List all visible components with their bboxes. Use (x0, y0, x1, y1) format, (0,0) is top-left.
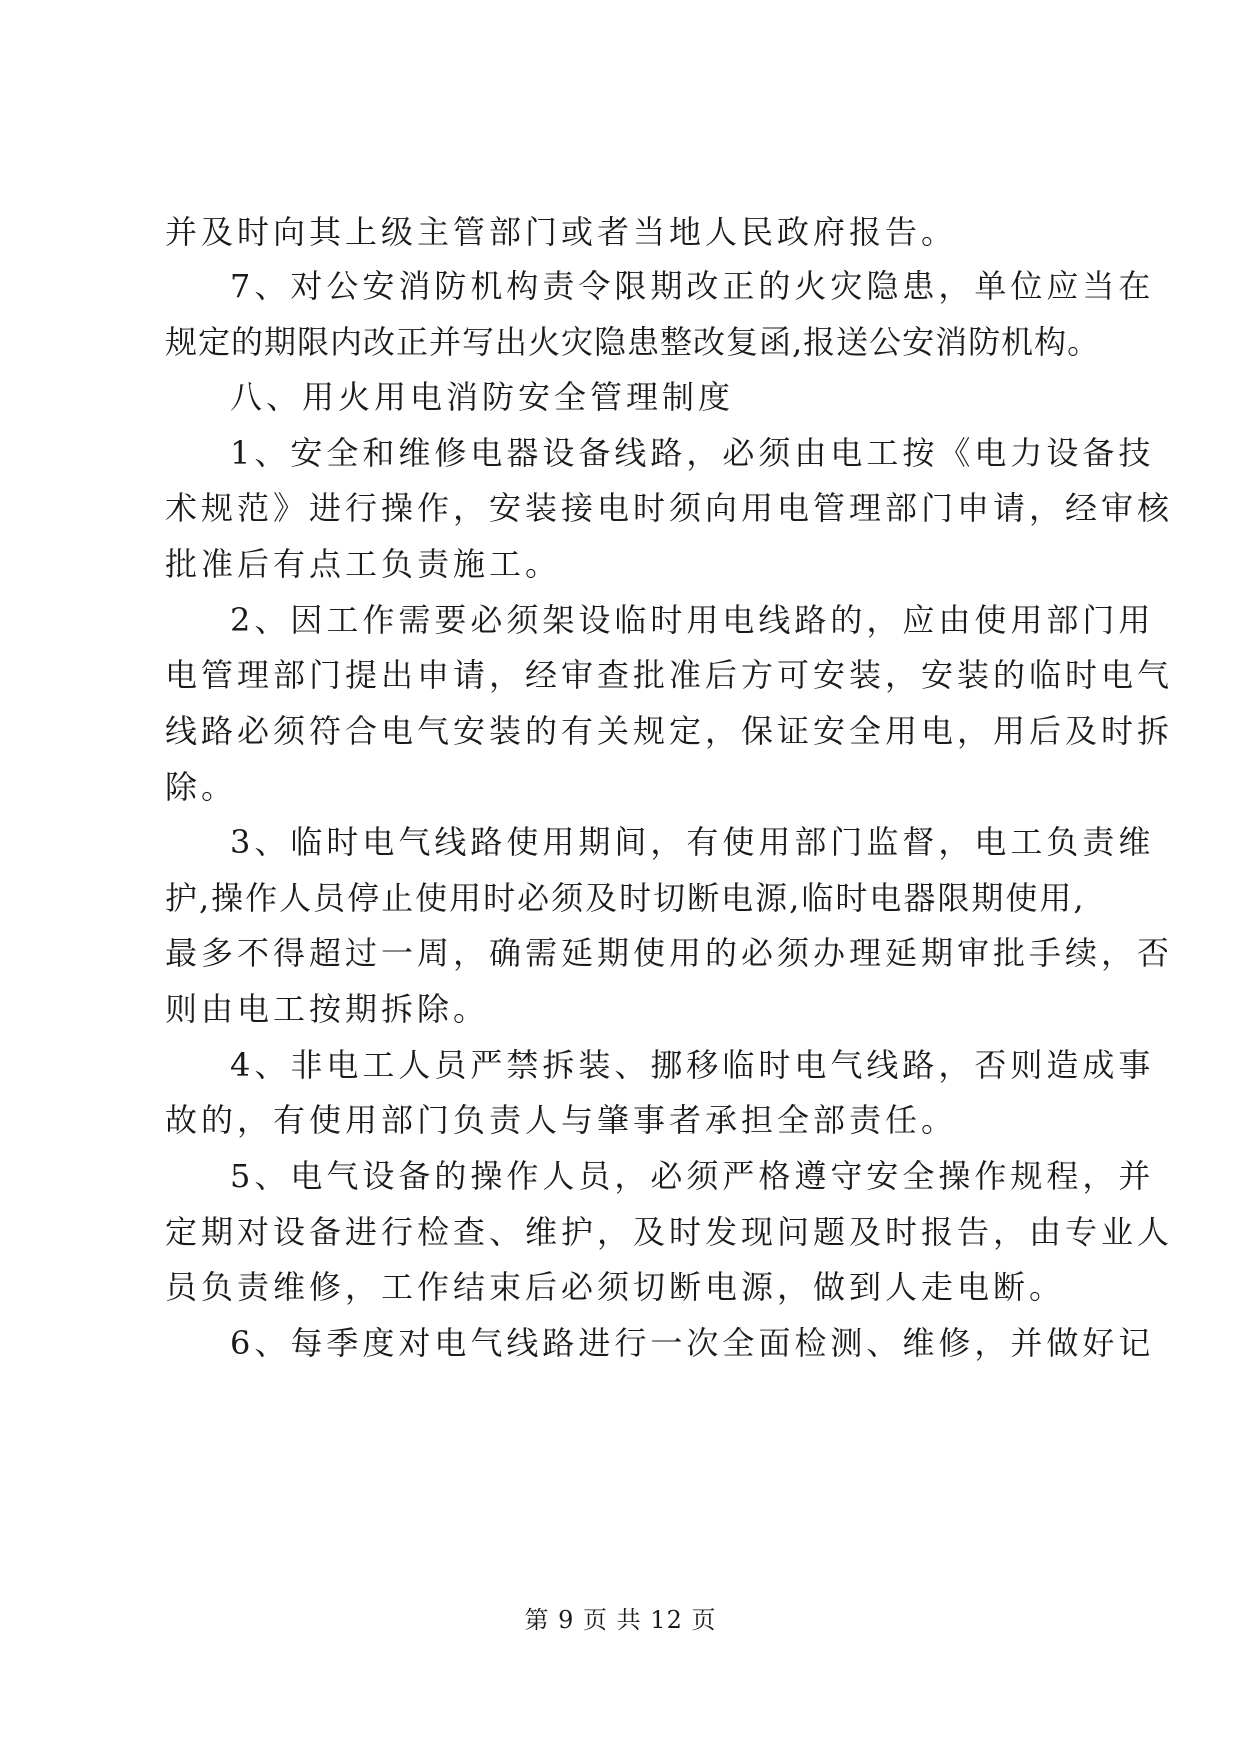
text-line-17: 故的，有使用部门负责人与肇事者承担全部责任。 (165, 1101, 958, 1139)
text-line-9: 电管理部门提出申请，经审查批准后方可安装，安装的临时电气 (165, 656, 1174, 694)
text-line-20: 员负责维修，工作结束后必须切断电源，做到人走电断。 (165, 1268, 1066, 1306)
text-line-12: 3、临时电气线路使用期间，有使用部门监督，电工负责维 (230, 823, 1155, 861)
text-line-1: 并及时向其上级主管部门或者当地人民政府报告。 (165, 213, 958, 251)
text-line-21: 6、每季度对电气线路进行一次全面检测、维修，并做好记 (230, 1324, 1155, 1362)
text-line-11: 除。 (165, 768, 238, 806)
text-line-14: 最多不得超过一周，确需延期使用的必须办理延期审批手续，否 (165, 934, 1174, 972)
text-line-3: 规定的期限内改正并写出火灾隐患整改复函,报送公安消防机构。 (165, 323, 1101, 361)
text-line-7: 批准后有点工负责施工。 (165, 545, 562, 583)
section-heading: 八、用火用电消防安全管理制度 (230, 378, 735, 416)
text-line-19: 定期对设备进行检查、维护，及时发现问题及时报告，由专业人 (165, 1213, 1174, 1251)
text-line-5: 1、安全和维修电器设备线路，必须由电工按《电力设备技 (230, 434, 1155, 472)
text-line-10: 线路必须符合电气安装的有关规定，保证安全用电，用后及时拆 (165, 712, 1174, 750)
text-line-8: 2、因工作需要必须架设临时用电线路的，应由使用部门用 (230, 601, 1155, 639)
text-line-16: 4、非电工人员严禁拆装、挪移临时电气线路，否则造成事 (230, 1046, 1155, 1084)
text-line-2: 7、对公安消防机构责令限期改正的火灾隐患，单位应当在 (230, 267, 1155, 305)
text-line-18: 5、电气设备的操作人员，必须严格遵守安全操作规程，并 (230, 1157, 1155, 1195)
text-line-6: 术规范》进行操作，安装接电时须向用电管理部门申请，经审核 (165, 489, 1174, 527)
page-number-footer: 第 9 页 共 12 页 (524, 1606, 717, 1634)
text-line-13: 护,操作人员停止使用时必须及时切断电源,临时电器限期使用, (165, 879, 1086, 917)
text-line-15: 则由电工按期拆除。 (165, 990, 490, 1028)
